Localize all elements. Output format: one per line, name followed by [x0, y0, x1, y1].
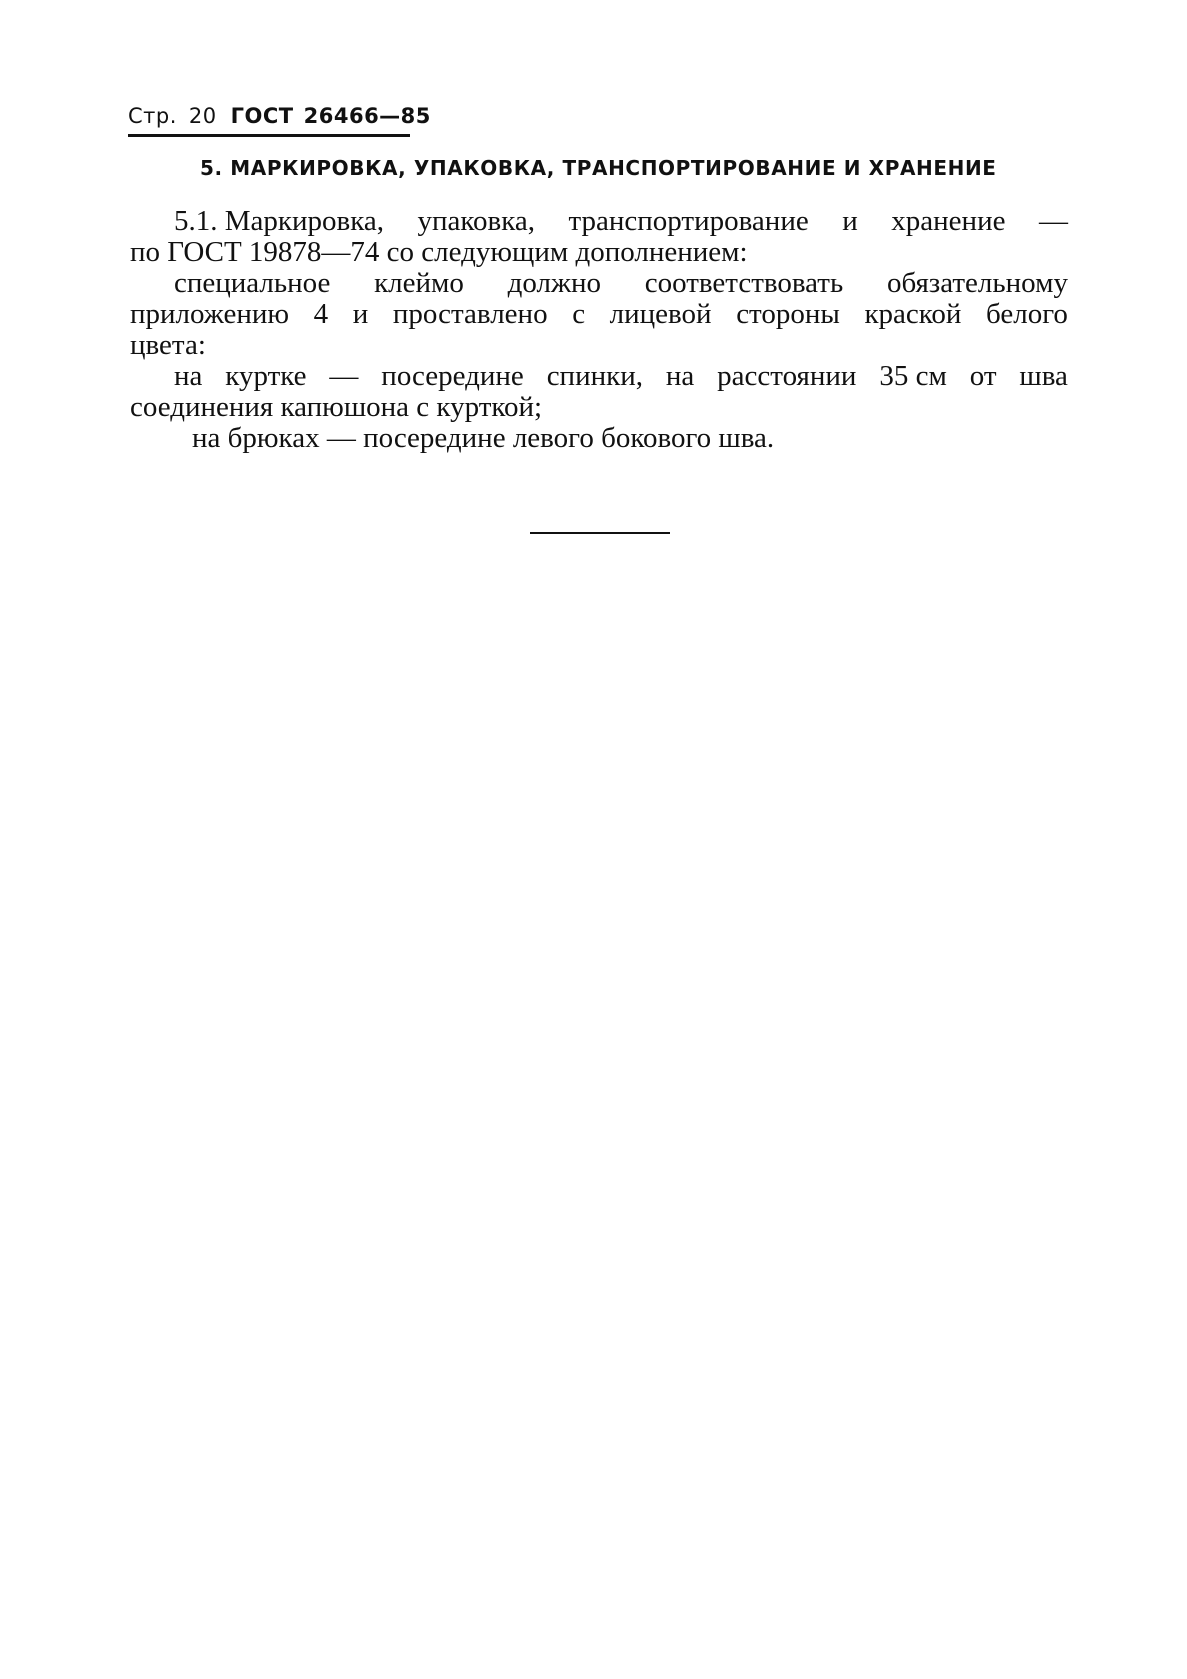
body-line-3: [130, 268, 1068, 299]
word: на: [665, 360, 695, 392]
standard-label: ГОСТ: [230, 104, 294, 128]
word: белого: [986, 298, 1068, 330]
word: расстоянии: [717, 360, 857, 392]
word: обязательному: [886, 267, 1068, 299]
word: лицевой: [609, 298, 712, 330]
section-body: [130, 206, 1068, 454]
body-line-5: цвета:: [130, 329, 206, 361]
page-number: 20: [188, 104, 217, 128]
word: проставлено: [392, 298, 548, 330]
word: 35 см: [879, 360, 947, 392]
body-line-1: [130, 206, 1068, 237]
body-line-2: по ГОСТ 19878—74 со следующим дополнением:: [130, 236, 748, 268]
word: с: [572, 298, 586, 330]
body-line-7: соединения капюшона с курткой;: [130, 391, 543, 423]
section-title: 5. МАРКИРОВКА, УПАКОВКА, ТРАНСПОРТИРОВАНИЕ И ХРАНЕНИЕ: [200, 156, 997, 180]
body-line-4: [130, 299, 1068, 330]
word: транспортирование: [568, 205, 809, 237]
word: спинки,: [546, 360, 643, 392]
word: 4: [313, 298, 329, 330]
word: куртке: [225, 360, 307, 392]
word: специальное: [174, 267, 331, 299]
word: 5.1. Маркировка,: [174, 205, 384, 237]
word: на: [174, 360, 203, 392]
word: хранение: [891, 205, 1006, 237]
word: стороны: [736, 298, 840, 330]
header-underline: [128, 134, 410, 137]
page-header: [128, 104, 431, 128]
standard-number: 26466—85: [303, 104, 431, 128]
word: должно: [507, 267, 602, 299]
word: посередине: [381, 360, 524, 392]
word: соответствовать: [644, 267, 844, 299]
end-of-section-rule: [530, 532, 670, 534]
word: приложению: [130, 298, 290, 330]
word: упаковка,: [417, 205, 535, 237]
page-label: Стр.: [128, 104, 177, 128]
word: —: [329, 360, 359, 392]
word: от: [969, 360, 997, 392]
body-line-6: [130, 361, 1068, 392]
word: клеймо: [374, 267, 464, 299]
word: и: [352, 298, 369, 330]
word: и: [842, 205, 858, 237]
word: —: [1038, 205, 1068, 237]
word: шва: [1019, 360, 1068, 392]
body-line-8: на брюках — посередине левого бокового шва.: [192, 422, 775, 454]
word: краской: [864, 298, 962, 330]
